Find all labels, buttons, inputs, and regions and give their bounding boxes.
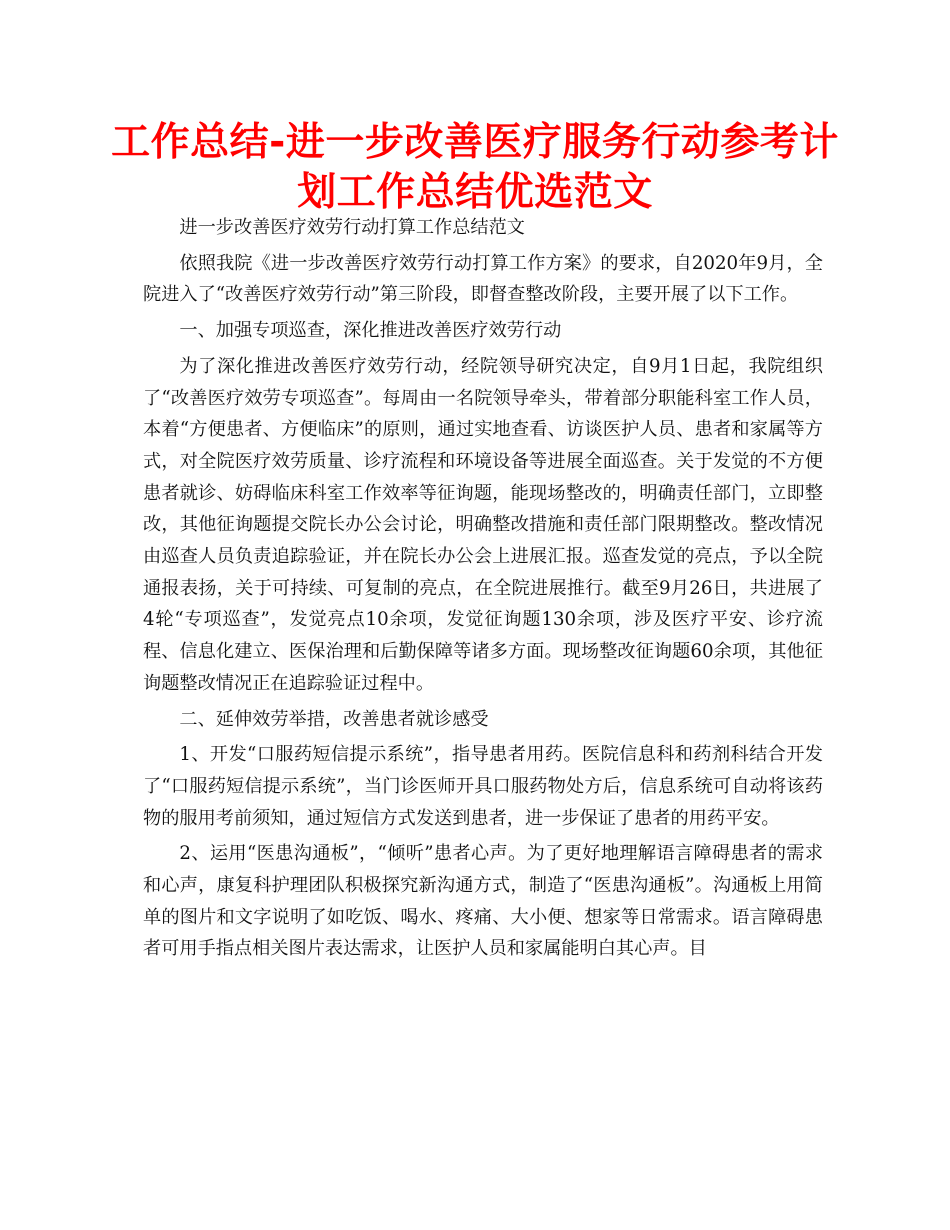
document-title: 工作总结-进一步改善医疗服务行动参考计划工作总结优选范文 (111, 120, 839, 215)
section-one-heading: 一、加强专项巡查，深化推进改善医疗效劳行动 (179, 320, 562, 342)
document-body (143, 212, 823, 969)
section-one-paragraph: 为了深化推进改善医疗效劳行动，经院领导研究决定，自9月1日起，我院组织了“改善医疗效劳专项巡查”。每周由一名院领导牵头，带着部分职能科室工作人员，本着“方便患者、方便临床”的原则，通过实地查看、访谈医护人员、患者和家属等方式，对全院医疗效劳质量、诊疗流程和环境设备等进展全面巡查。关于发觉的不方便患者就诊、妨碍临床科室工作效率等征询题，能现场整改的，明确责任部门，立即整改，其他征询题提交院长办公会讨论，明确整改措施和责任部门限期整改。整改情况由巡查人员负责追踪验证，并在院长办公会上进展汇报。巡查发觉的亮点，予以全院通报表扬，关于可持续、可复制的亮点，在全院进展推行。截至9月26日，共进展了4轮“专项巡查”，发觉亮点10余项，发觉征询题130余项，涉及医疗平安、诊疗流程、信息化建立、医保治理和后勤保障等诸多方面。现场整改征询题60余项，其他征询题整改情况正在追踪验证过程中。 (143, 355, 823, 694)
section-two-item-1: 1、开发“口服药短信提示系统”，指导患者用药。医院信息科和药剂科结合开发了“口服药短信提示系统”，当门诊医师开具口服药物处方后，信息系统可自动将该药物的服用考前须知，通过短信方式发送到患者，进一步保证了患者的用药平安。 (143, 744, 823, 829)
subtitle-paragraph: 进一步改善医疗效劳行动打算工作总结范文 (179, 217, 525, 238)
section-two-heading: 二、延伸效劳举措，改善患者就诊感受 (179, 708, 489, 730)
intro-paragraph: 依照我院《进一步改善医疗效劳行动打算工作方案》的要求，自2020年9月，全院进入了“改善医疗效劳行动”第三阶段，即督查整改阶段，主要开展了以下工作。 (143, 252, 823, 306)
section-two-item-2: 2、运用“医患沟通板”，“倾听”患者心声。为了更好地理解语言障碍患者的需求和心声，康复科护理团队积极探究新沟通方式，制造了“医患沟通板”。沟通板上用简单的图片和文字说明了如吃饭、喝水、疼痛、大小便、想家等日常需求。语言障碍患者可用手指点相关图片表达需求，让医护人员和家属能明白其心声。目 (143, 843, 823, 960)
